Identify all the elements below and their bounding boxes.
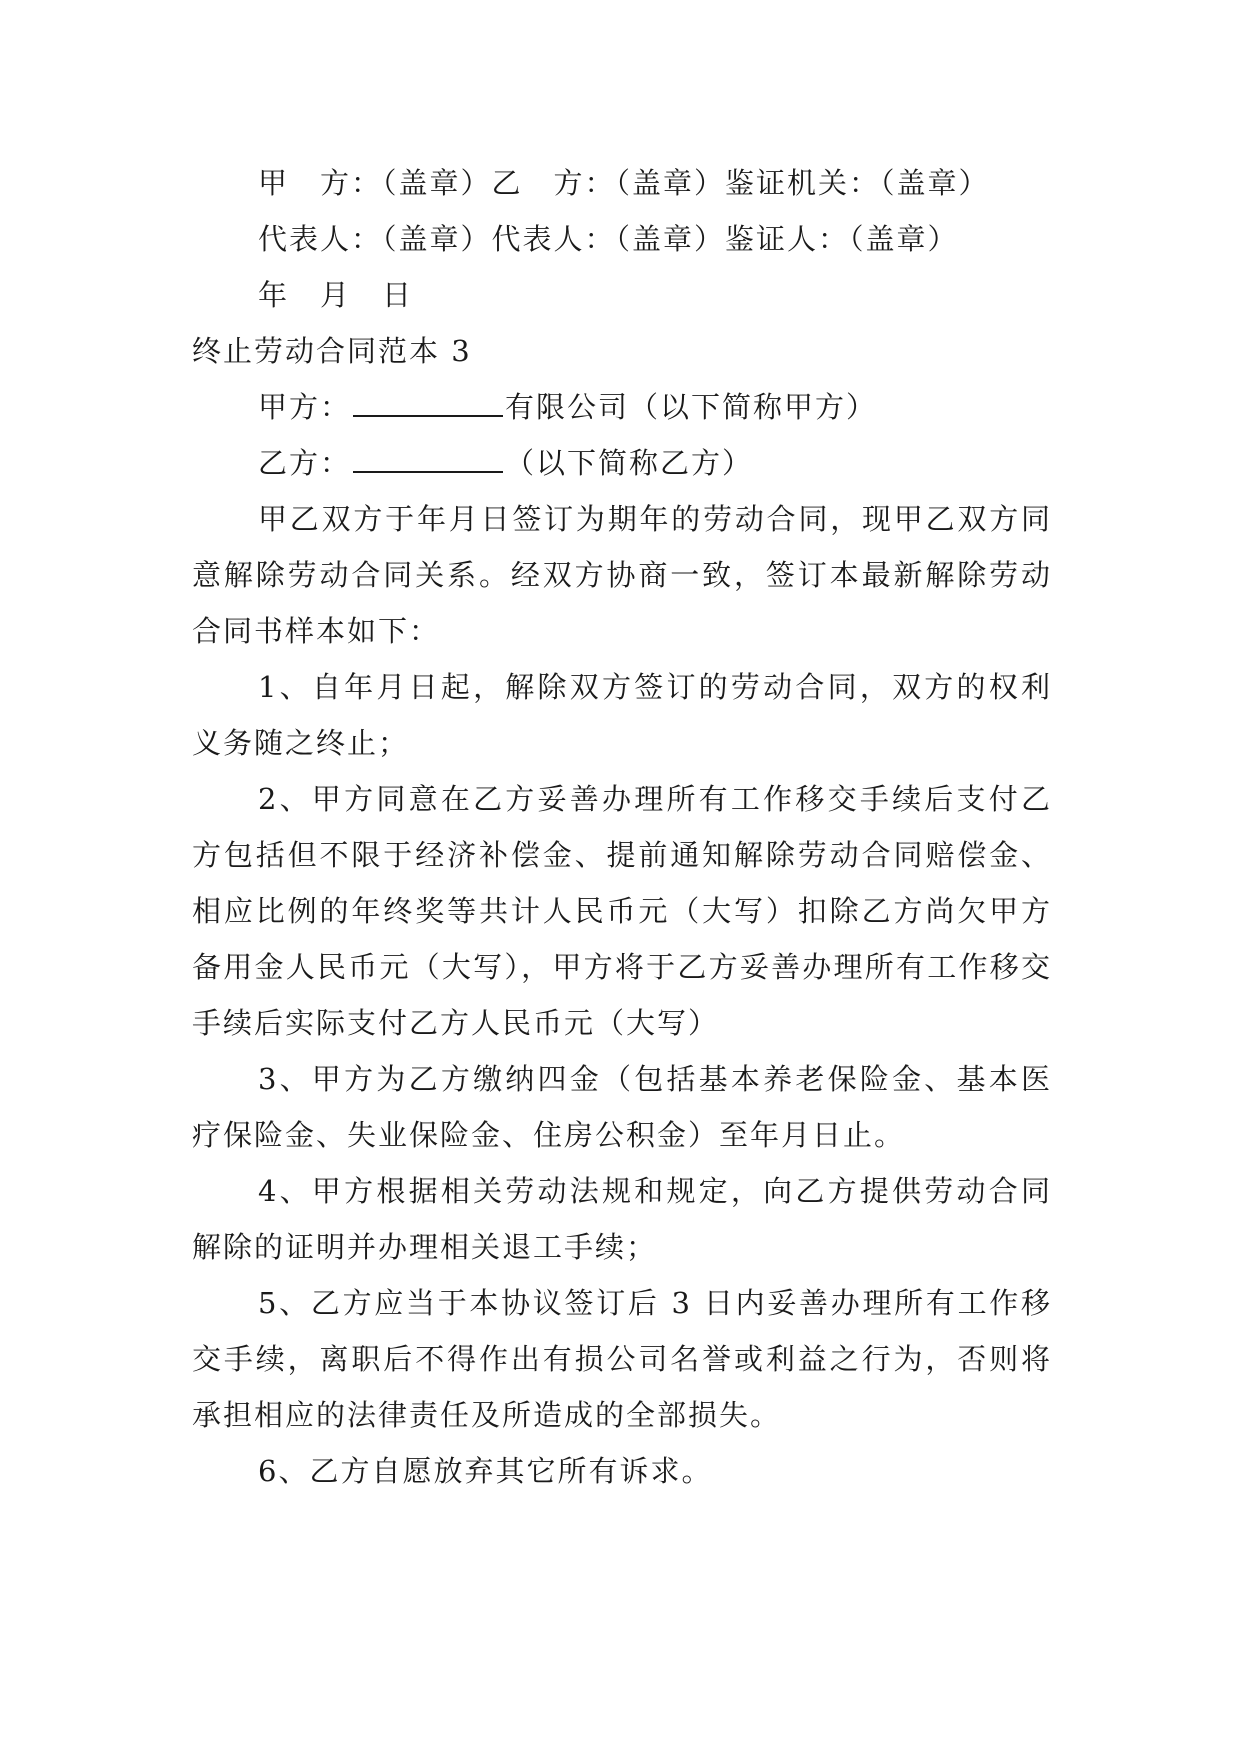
clause-1: 1、自年月日起，解除双方签订的劳动合同，双方的权利义务随之终止； [192, 670, 1052, 760]
intro-paragraph: 甲乙双方于年月日签订为期年的劳动合同，现甲乙双方同意解除劳动合同关系。经双方协商一致，签订本最新解除劳动合同书样本如下： [192, 502, 1052, 648]
party-a-blank [353, 393, 503, 417]
party-b-suffix: （以下简称乙方） [505, 446, 754, 480]
party-a-suffix: 有限公司（以下简称甲方） [505, 390, 878, 424]
section-title: 终止劳动合同范本 3 [192, 334, 472, 368]
clause-6: 6、乙方自愿放弃其它所有诉求。 [258, 1454, 713, 1488]
signature-line-parties: 甲 方：（盖章）乙 方：（盖章）鉴证机关：（盖章） [258, 166, 990, 200]
party-b-line [192, 435, 1052, 491]
signature-line-date: 年 月 日 [258, 278, 414, 312]
document-body [192, 155, 1052, 1499]
party-a-line [192, 379, 1052, 435]
clause-4: 4、甲方根据相关劳动法规和规定，向乙方提供劳动合同解除的证明并办理相关退工手续； [192, 1174, 1052, 1264]
party-b-prefix: 乙方： [258, 446, 352, 480]
party-a-prefix: 甲方： [258, 390, 352, 424]
signature-line-representatives: 代表人：（盖章）代表人：（盖章）鉴证人：（盖章） [258, 222, 959, 256]
party-b-blank [353, 449, 503, 473]
clause-5: 5、乙方应当于本协议签订后 3 日内妥善办理所有工作移交手续，离职后不得作出有损公司名誉或利益之行为，否则将承担相应的法律责任及所造成的全部损失。 [192, 1286, 1052, 1432]
clause-2: 2、甲方同意在乙方妥善办理所有工作移交手续后支付乙方包括但不限于经济补偿金、提前通知解除劳动合同赔偿金、相应比例的年终奖等共计人民币元（大写）扣除乙方尚欠甲方备用金人民币元（大写），甲方将于乙方妥善办理所有工作移交手续后实际支付乙方人民币元（大写） [192, 782, 1052, 1040]
clause-3: 3、甲方为乙方缴纳四金（包括基本养老保险金、基本医疗保险金、失业保险金、住房公积金）至年月日止。 [192, 1062, 1052, 1152]
